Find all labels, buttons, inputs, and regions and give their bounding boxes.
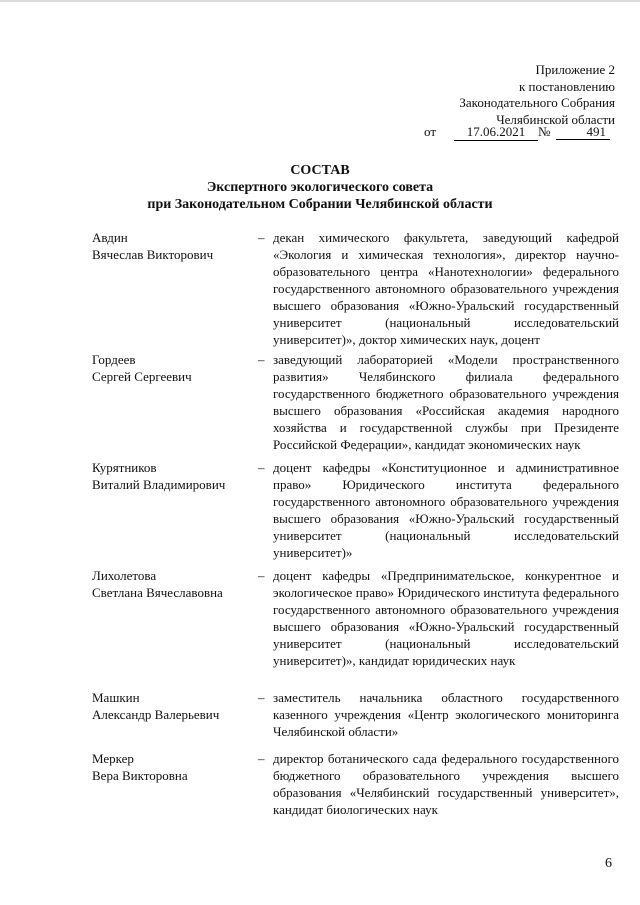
member-given-names: Александр Валерьевич	[92, 707, 220, 722]
member-given-names: Виталий Владимирович	[92, 477, 226, 492]
appendix-header	[375, 62, 615, 128]
member-description: заместитель начальника областного государственного казенного учреждения «Центр экологического мониторинга Челябинской области»	[273, 690, 619, 739]
member-description: доцент кафедры «Предпринимательское, конкурентное и экологическое право» Юридического института федерального государственного автономного образовательного учреждения высшего образования «Южно-Уральский государственный университет (национальный исследовательский университет)», кандидат юридических наук	[273, 568, 619, 668]
dash-separator: –	[258, 568, 265, 583]
member-name	[92, 567, 257, 601]
page-number: 6	[605, 856, 612, 871]
number-label: №	[538, 124, 551, 139]
member-given-names: Вячеслав Викторович	[92, 247, 214, 262]
member-description: декан химического факультета, заведующий кафедрой «Экология и химическая технология», директор научно-образовательного центра «Нанотехнологии» федерального государственного автономного образовательного учреждения высшего образования «Южно-Уральский государственный университет (национальный исследовательский университет)», доктор химических наук, доцент	[273, 230, 619, 347]
member-name	[92, 351, 257, 385]
member-name	[92, 229, 257, 263]
appendix-ref-line: к постановлению	[518, 78, 615, 94]
dash-separator: –	[258, 230, 265, 245]
resolution-number: 491	[556, 124, 610, 140]
resolution-date-number	[424, 124, 624, 144]
member-given-names: Светлана Вячеславовна	[92, 585, 223, 600]
member-surname: Авдин	[92, 230, 128, 245]
member-surname: Гордеев	[92, 352, 136, 367]
member-given-names: Вера Викторовна	[92, 768, 188, 783]
member-description: директор ботанического сада федерального государственного бюджетного образовательного учреждения высшего образования «Челябинский государственный университет», кандидат биологических наук	[273, 751, 619, 817]
date-label: от	[424, 124, 437, 139]
member-description: доцент кафедры «Конституционное и административное право» Юридического института федерального государственного автономного образовательного учреждения высшего образования «Южно-Уральский государственный университет (национальный исследовательский университет)»	[273, 460, 619, 560]
appendix-authority: Законодательного Собрания	[459, 95, 615, 110]
member-name	[92, 689, 257, 723]
member-surname: Лихолетова	[92, 568, 157, 583]
appendix-title: Приложение 2	[535, 62, 615, 77]
document-title: СОСТАВ	[290, 163, 350, 178]
dash-separator: –	[258, 690, 265, 705]
member-given-names: Сергей Сергеевич	[92, 369, 192, 384]
member-surname: Меркер	[92, 751, 134, 766]
document-subtitle: Экспертного экологического совета	[206, 180, 434, 195]
member-name	[92, 750, 257, 784]
dash-separator: –	[258, 352, 265, 367]
member-surname: Машкин	[92, 690, 140, 705]
resolution-date: 17.06.2021	[454, 124, 538, 141]
member-surname: Курятников	[92, 460, 157, 475]
document-subtitle-2: при Законодательном Собрании Челябинской области	[147, 197, 493, 212]
dash-separator: –	[258, 460, 265, 475]
member-description: заведующий лабораторией «Модели пространственного развития» Челябинского филиала федерального государственного бюджетного образовательного учреждения высшего образования «Российская академия народного хозяйства и государственной службы при Президенте Российской Федерации», кандидат экономических наук	[273, 352, 619, 452]
member-name	[92, 459, 257, 493]
dash-separator: –	[258, 751, 265, 766]
appendix-region: Челябинской области	[496, 111, 615, 127]
scan-edge-artifact	[0, 0, 640, 2]
